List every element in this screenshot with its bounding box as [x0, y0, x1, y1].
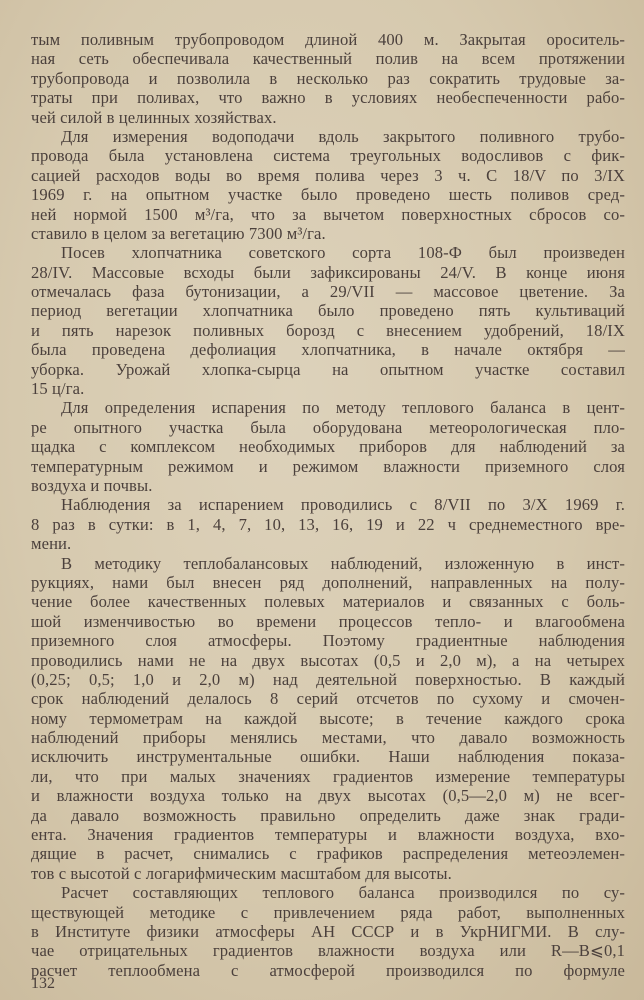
- book-page-text: [31, 30, 625, 980]
- text-line: трубопровода и позволила в несколько раз сократить трудовые за-: [31, 68, 625, 88]
- text-line: приземного слоя атмосферы. Поэтому градиентные наблюдения: [31, 631, 625, 651]
- paragraph: [31, 554, 625, 884]
- text-line: была проведена дефолиация хлопчатника, в начале октября —: [31, 340, 625, 360]
- text-line: дящие в расчет, снимались с графиков распределения метеоэлемен-: [31, 844, 625, 864]
- paragraph: [31, 495, 625, 553]
- text-line: провода была установлена система треугольных водосливов с фик-: [31, 146, 625, 166]
- text-line: период вегетации хлопчатника было проведено пять культиваций: [31, 301, 625, 321]
- text-line: да давало возможность правильно определить даже знак гради-: [31, 805, 625, 825]
- paragraph: [31, 398, 625, 495]
- text-line: мени.: [31, 534, 72, 554]
- text-line: и пять нарезок поливных борозд с внесением удобрений, 18/IX: [31, 320, 625, 340]
- text-line: ная сеть обеспечивала качественный полив на всем протяжении: [31, 49, 625, 69]
- text-line: ли, что при малых значениях градиентов измерение температуры: [31, 766, 625, 786]
- paragraph: [31, 127, 625, 243]
- text-line: и влажности воздуха только на двух высотах (0,5—2,0 м) не всег-: [31, 786, 625, 806]
- text-line: Для определения испарения по методу теплового баланса в цент-: [61, 398, 625, 418]
- text-line: ставило в целом за вегетацию 7300 м³/га.: [31, 223, 326, 243]
- text-line: чае отрицательных градиентов влажности воздуха или R—B⩽0,1: [31, 941, 625, 961]
- text-line: отмечалась фаза бутонизации, а 29/VII — массовое цветение. За: [31, 282, 625, 302]
- text-line: в Институте физики атмосферы АН СССР и в УкрНИГМИ. В слу-: [31, 921, 625, 941]
- text-line: Посев хлопчатника советского сорта 108-Ф был произведен: [61, 243, 625, 263]
- text-line: Для измерения водоподачи вдоль закрытого поливного трубо-: [61, 126, 625, 146]
- text-line: Расчет составляющих теплового баланса производился по су-: [61, 883, 625, 903]
- text-line: срок наблюдений делалось 8 серий отсчетов по сухому и смочен-: [31, 689, 625, 709]
- text-line: ней нормой 1500 м³/га, что за вычетом поверхностных сбросов со-: [31, 204, 625, 224]
- text-line: В методику теплобалансовых наблюдений, изложенную в инст-: [61, 553, 625, 573]
- paragraph: [31, 883, 625, 980]
- text-line: проводились нами не на двух высотах (0,5 и 2,0 м), а на четырех: [31, 650, 625, 670]
- text-line: траты при поливах, что важно в условиях необеспеченности рабо-: [31, 88, 625, 108]
- text-line: воздуха и почвы.: [31, 475, 153, 495]
- text-line: ре опытного участка была оборудована метеорологическая пло-: [31, 417, 625, 437]
- text-line: исключить инструментальные ошибки. Наши наблюдения показа-: [31, 747, 625, 767]
- text-line: 15 ц/га.: [31, 379, 85, 399]
- text-line: расчет теплообмена с атмосферой производился по формуле: [31, 960, 625, 980]
- text-line: тым поливным трубопроводом длиной 400 м. Закрытая ороситель-: [31, 30, 625, 49]
- text-line: ному термометрам на каждой высоте; в течение каждого срока: [31, 708, 625, 728]
- text-line: Наблюдения за испарением проводились с 8/VII по 3/X 1969 г.: [61, 495, 625, 515]
- text-line: температурным режимом и режимом влажности приземного слоя: [31, 456, 625, 476]
- text-line: 1969 г. на опытном участке было проведено шесть поливов сред-: [31, 185, 625, 205]
- text-line: уборка. Урожай хлопка-сырца на опытном участке составил: [31, 359, 625, 379]
- text-line: (0,25; 0,5; 1,0 и 2,0 м) над деятельной поверхностью. В каждый: [31, 669, 625, 689]
- text-line: шой изменчивостью во времени процессов тепло- и влагообмена: [31, 611, 625, 631]
- text-line: сацией расходов воды во время полива через 3 ч. С 18/V по 3/IX: [31, 165, 625, 185]
- paragraph: [31, 243, 625, 398]
- text-line: чей силой в целинных хозяйствах.: [31, 107, 277, 127]
- text-line: 28/IV. Массовые всходы были зафиксированы 24/V. В конце июня: [31, 262, 625, 282]
- text-line: наблюдений приборы менялись местами, что давало возможность: [31, 728, 625, 748]
- text-line: тов с высотой с логарифмическим масштабом для высоты.: [31, 863, 452, 883]
- page-number: 132: [31, 975, 55, 992]
- text-line: щадка с комплексом необходимых приборов для наблюдений за: [31, 437, 625, 457]
- text-line: рукциях, нами был внесен ряд дополнений, направленных на полу-: [31, 572, 625, 592]
- text-line: 8 раз в сутки: в 1, 4, 7, 10, 13, 16, 19 и 22 ч среднеместного вре-: [31, 514, 625, 534]
- text-line: чение более качественных полевых материалов и связанных с боль-: [31, 592, 625, 612]
- text-line: ента. Значения градиентов температуры и влажности воздуха, вхо-: [31, 825, 625, 845]
- text-line: ществующей методике с привлечением ряда работ, выполненных: [31, 902, 625, 922]
- paragraph: [31, 30, 625, 127]
